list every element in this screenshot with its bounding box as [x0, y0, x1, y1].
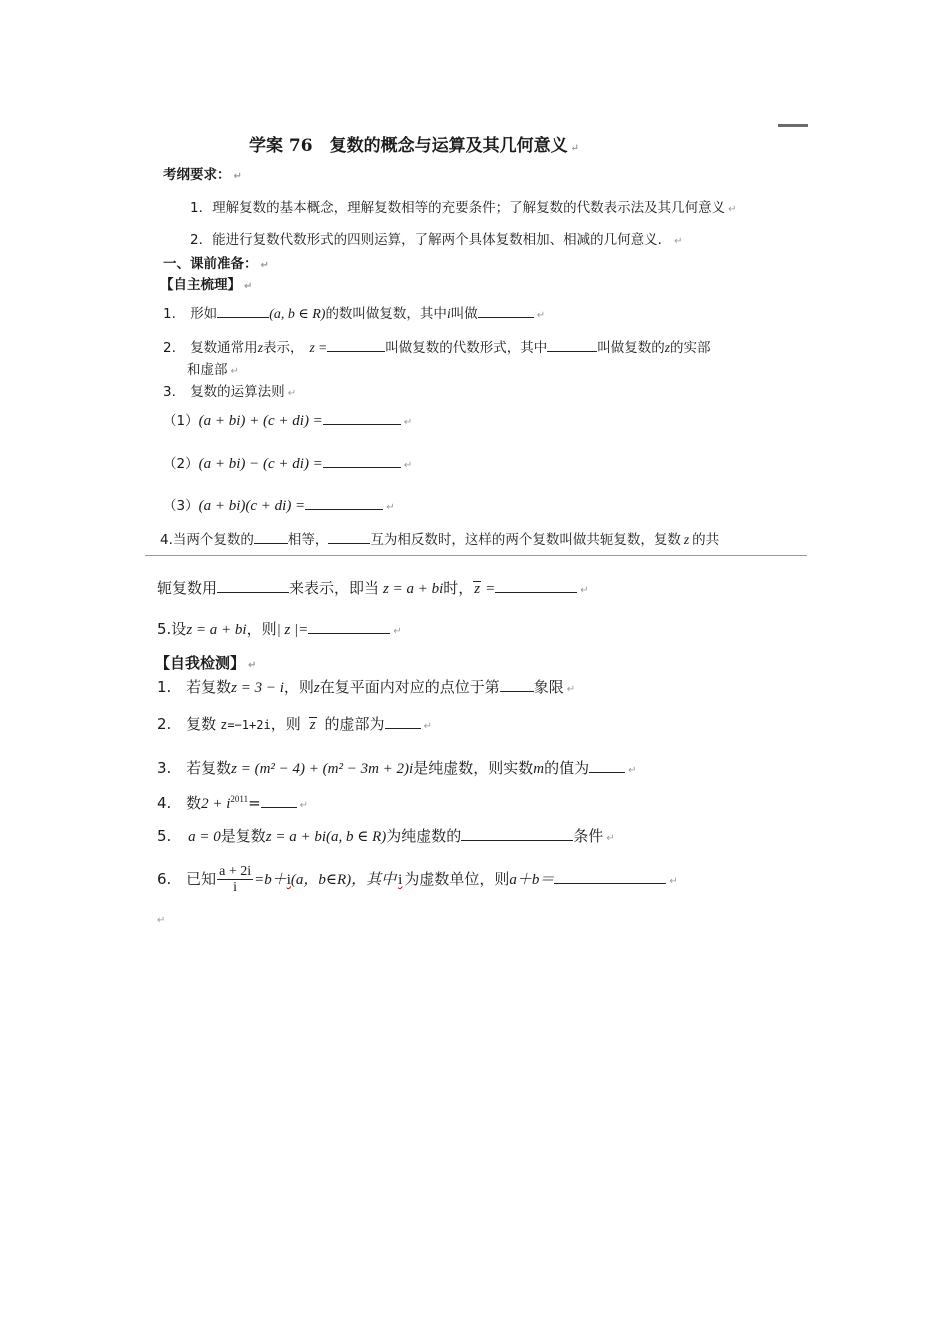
- exponent: 2011: [230, 794, 249, 804]
- text: 为纯虚数的: [386, 827, 462, 845]
- math-expr: =: [485, 581, 496, 597]
- title-text: 学案 76 复数的概念与运算及其几何意义: [249, 136, 568, 156]
- paragraph-mark: ↵: [403, 460, 413, 471]
- text: ，则: [246, 620, 277, 638]
- text: 已知: [186, 870, 217, 888]
- math-var: z: [257, 340, 263, 355]
- math-expr: (a + bi) + (c + di) =: [198, 413, 323, 429]
- text: 条件: [573, 827, 604, 845]
- prep-heading: [163, 252, 269, 272]
- text: 象限: [533, 678, 564, 696]
- text: 的虚部为: [324, 715, 385, 733]
- fill-blank[interactable]: [327, 336, 385, 352]
- operation-2: [163, 452, 412, 473]
- sort-item-2-line2: [187, 358, 239, 378]
- text: 的实部: [669, 340, 711, 356]
- paragraph-mark: ↵: [157, 915, 166, 926]
- operation-1: [163, 409, 412, 430]
- text: 时，: [443, 579, 474, 597]
- text: 为虚数单位，则: [404, 870, 510, 888]
- paragraph-mark: ↵: [570, 143, 579, 154]
- text: 互为相反数时，这样的两个复数叫做共轭复数，复数: [370, 532, 681, 548]
- self-sort-heading-text: 【自主梳理】: [160, 277, 241, 293]
- requirement-1-text: 1．理解复数的基本概念，理解复数相等的充要条件；了解复数的代数表示法及其几何意义: [190, 200, 726, 216]
- text: 相等，: [287, 532, 329, 548]
- trailing-paragraph-mark: [157, 908, 165, 927]
- text: 在复平面内对应的点位于第: [319, 678, 500, 696]
- fill-blank[interactable]: [323, 452, 401, 468]
- text: 4.当两个复数的: [160, 532, 254, 548]
- text: 复数通常用: [190, 340, 258, 356]
- fraction: [217, 864, 253, 895]
- fill-blank[interactable]: [547, 336, 597, 352]
- fill-blank[interactable]: [478, 302, 534, 318]
- conjugate-z: z: [309, 717, 316, 733]
- paragraph-mark: ↵: [669, 876, 678, 887]
- math-expr: a = 0: [188, 829, 221, 845]
- text: ，则: [283, 678, 314, 696]
- paragraph-mark: ↵: [287, 388, 297, 399]
- paragraph-mark: ↵: [403, 417, 413, 428]
- math-expr: (a + bi)(c + di) =: [198, 498, 306, 514]
- text: 的共: [692, 532, 720, 548]
- header-line-mark: [778, 124, 808, 127]
- math-expr: (a, b ∈ R): [269, 307, 326, 322]
- text: 的数叫做复数，其中: [325, 306, 447, 322]
- item-number: 1.: [157, 678, 172, 696]
- paragraph-mark: ↵: [674, 236, 683, 247]
- text: 叫做复数的: [597, 340, 665, 356]
- math-var: i: [286, 872, 291, 888]
- text: ，则: [270, 715, 301, 733]
- paragraph-mark: ↵: [230, 366, 239, 377]
- text: 的值为: [544, 759, 590, 777]
- check-question-5: [157, 825, 615, 846]
- fill-blank[interactable]: [254, 528, 288, 544]
- item-number: 2.: [163, 340, 176, 356]
- item-number: 6.: [157, 870, 172, 888]
- text: 形如: [190, 306, 218, 322]
- fill-blank[interactable]: [217, 302, 269, 318]
- text: 是纯虚数，则实数: [413, 759, 534, 777]
- requirement-2-text: 2．能进行复数代数形式的四则运算，了解两个具体复数相加、相减的几何意义．: [190, 232, 672, 248]
- item-number: 3.: [157, 759, 172, 777]
- paragraph-mark: ↵: [248, 660, 257, 671]
- math-var: m: [533, 761, 545, 777]
- check-question-4: [157, 792, 308, 813]
- text: 5.设: [157, 620, 187, 638]
- check-question-3: [157, 757, 636, 778]
- paragraph-mark: ↵: [728, 204, 737, 215]
- fill-blank[interactable]: [589, 757, 625, 773]
- fill-blank[interactable]: [554, 868, 666, 884]
- math-expr: a＋b＝: [509, 872, 555, 888]
- math-expr: z =: [309, 340, 328, 355]
- page-divider: [145, 555, 807, 556]
- exam-req-heading-text: 考纲要求：: [163, 167, 231, 183]
- paragraph-mark: ↵: [580, 585, 589, 596]
- paragraph-mark: ↵: [260, 260, 269, 271]
- sort-item-4-line2: [157, 577, 589, 598]
- item-number: 1.: [163, 306, 176, 322]
- item-number: 2.: [157, 715, 172, 733]
- self-check-heading: [155, 652, 256, 673]
- math-var: i: [446, 306, 451, 321]
- paragraph-mark: ↵: [393, 626, 402, 637]
- fill-blank[interactable]: [495, 577, 577, 593]
- text: 数: [186, 794, 202, 812]
- text: 来表示，即当: [289, 579, 380, 597]
- math-var: z: [683, 532, 690, 547]
- paragraph-mark: ↵: [628, 765, 637, 776]
- text: 表示，: [262, 340, 304, 356]
- conjugate-z: z: [474, 581, 481, 597]
- text: 轭复数用: [157, 579, 218, 597]
- math-var: z: [664, 340, 670, 355]
- fill-blank[interactable]: [261, 792, 297, 808]
- paragraph-mark: ↵: [244, 281, 253, 292]
- fill-blank[interactable]: [305, 494, 383, 510]
- item-number: 3.: [163, 384, 176, 400]
- math-expr: z = (m² − 4) + (m² − 3m + 2)i: [231, 761, 414, 777]
- text: 叫做复数的代数形式，其中: [385, 340, 548, 356]
- fill-blank[interactable]: [500, 676, 534, 692]
- item-number: 4.: [157, 794, 172, 812]
- self-sort-heading: [160, 273, 252, 293]
- text: =: [248, 794, 261, 812]
- sort-item-3: [163, 380, 296, 400]
- item-number: （1）: [163, 413, 199, 429]
- math-expr: | z |=: [276, 622, 309, 638]
- text: 复数: [186, 715, 217, 733]
- text: 复数的运算法则: [190, 384, 285, 400]
- fill-blank[interactable]: [385, 713, 421, 729]
- fill-blank[interactable]: [328, 528, 370, 544]
- paragraph-mark: ↵: [606, 833, 615, 844]
- operation-3: [163, 494, 395, 515]
- text: 叫做: [450, 306, 478, 322]
- requirement-1: [190, 196, 736, 216]
- fill-blank[interactable]: [323, 409, 401, 425]
- fraction-denominator: i: [233, 880, 238, 895]
- math-expr: z = a + bi: [383, 581, 444, 597]
- fill-blank[interactable]: [461, 825, 573, 841]
- paragraph-mark: ↵: [566, 684, 576, 695]
- math-expr: (a + bi) − (c + di) =: [198, 456, 323, 472]
- math-expr: 2 + i: [201, 796, 231, 812]
- math-var: i: [398, 872, 403, 888]
- fill-blank[interactable]: [217, 577, 289, 593]
- check-question-6: [157, 864, 678, 895]
- fraction-numerator: a + 2i: [219, 864, 252, 879]
- sort-item-2: [163, 336, 710, 356]
- math-expr: z = a + bi(a, b ∈ R): [265, 829, 387, 845]
- paragraph-mark: ↵: [536, 310, 546, 321]
- math-expr: z = 3 − i: [231, 680, 284, 696]
- self-check-heading-text: 【自我检测】: [155, 654, 246, 672]
- math-expr: z = a + bi: [186, 622, 247, 638]
- text: 若复数: [186, 759, 232, 777]
- paragraph-mark: ↵: [233, 171, 242, 182]
- fill-blank[interactable]: [308, 618, 390, 634]
- paragraph-mark: ↵: [386, 502, 395, 513]
- requirement-2: [190, 228, 682, 248]
- text: 和虚部: [187, 362, 228, 378]
- math-expr: =b＋: [254, 872, 287, 888]
- math-expr: (a，b∈R)，其中: [290, 872, 397, 888]
- page-title: [249, 131, 579, 156]
- check-question-2: [157, 713, 432, 734]
- text: 是复数: [220, 827, 266, 845]
- text: 若复数: [186, 678, 232, 696]
- paragraph-mark: ↵: [299, 800, 309, 811]
- sort-item-1: [163, 302, 545, 323]
- sort-item-4: [160, 528, 719, 548]
- exam-req-heading: [163, 163, 242, 183]
- prep-heading-text: 一、课前准备：: [163, 256, 258, 272]
- item-number: 5.: [157, 827, 172, 845]
- paragraph-mark: ↵: [423, 721, 432, 732]
- item-number: （3）: [163, 498, 199, 514]
- math-expr: z=−1+2i: [220, 718, 271, 732]
- check-question-1: [157, 676, 575, 697]
- sort-item-5: [157, 618, 402, 639]
- math-var: z: [313, 680, 320, 696]
- item-number: （2）: [163, 456, 199, 472]
